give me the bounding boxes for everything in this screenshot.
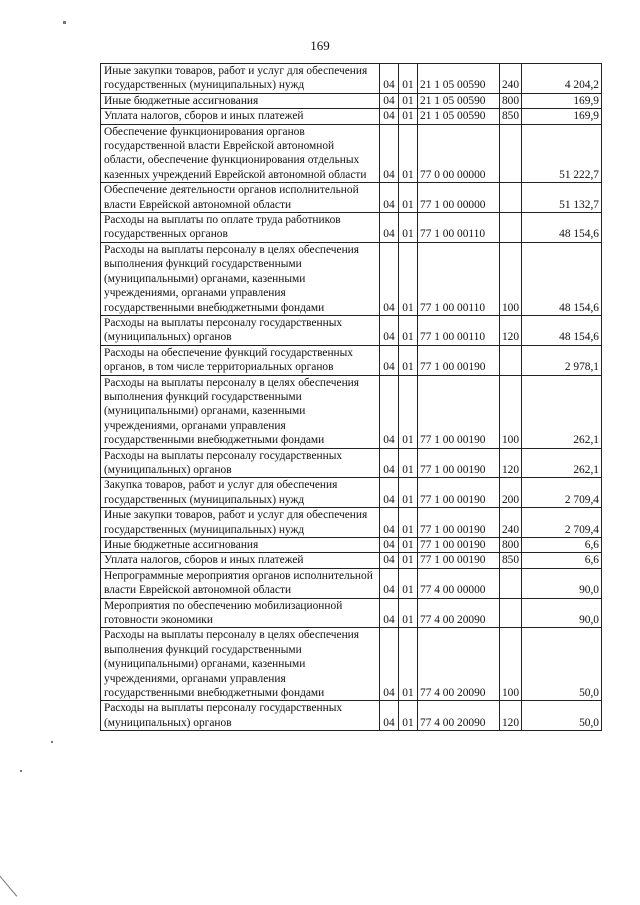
row-section-code: 04	[380, 64, 399, 94]
row-amount: 90,0	[522, 568, 602, 598]
row-subsection-code: 01	[399, 538, 418, 553]
row-section-code: 04	[380, 242, 399, 315]
row-target-article-code: 77 1 00 00190	[418, 448, 500, 478]
row-expense-type-code: 100	[500, 242, 522, 315]
row-name: Расходы на выплаты персоналу государственных (муниципальных) органов	[101, 315, 380, 345]
row-amount: 6,6	[522, 538, 602, 553]
row-subsection-code: 01	[399, 375, 418, 448]
table-row	[101, 345, 602, 375]
row-subsection-code: 01	[399, 553, 418, 568]
row-expense-type-code: 850	[500, 109, 522, 124]
row-subsection-code: 01	[399, 568, 418, 598]
row-subsection-code: 01	[399, 448, 418, 478]
row-name: Иные бюджетные ассигнования	[101, 93, 380, 108]
row-subsection-code: 01	[399, 183, 418, 213]
row-expense-type-code	[500, 568, 522, 598]
row-expense-type-code	[500, 124, 522, 183]
row-name: Закупка товаров, работ и услуг для обеспечения государственных (муниципальных) нужд	[101, 478, 380, 508]
table-row	[101, 242, 602, 315]
row-amount: 2 709,4	[522, 478, 602, 508]
row-expense-type-code: 120	[500, 701, 522, 731]
row-target-article-code: 77 1 00 00190	[418, 553, 500, 568]
table-row	[101, 598, 602, 628]
row-expense-type-code	[500, 598, 522, 628]
table-row	[101, 93, 602, 108]
row-expense-type-code: 800	[500, 93, 522, 108]
row-target-article-code: 77 1 00 00190	[418, 508, 500, 538]
row-amount: 90,0	[522, 598, 602, 628]
row-expense-type-code: 120	[500, 448, 522, 478]
table-row	[101, 375, 602, 448]
row-section-code: 04	[380, 448, 399, 478]
table-row	[101, 701, 602, 731]
page-number: 169	[310, 38, 330, 53]
row-name: Расходы на выплаты персоналу государственных (муниципальных) органов	[101, 701, 380, 731]
row-section-code: 04	[380, 375, 399, 448]
row-section-code: 04	[380, 93, 399, 108]
row-amount: 169,9	[522, 109, 602, 124]
row-amount: 48 154,6	[522, 213, 602, 243]
row-target-article-code: 77 1 00 00110	[418, 315, 500, 345]
row-expense-type-code: 100	[500, 628, 522, 701]
row-section-code: 04	[380, 345, 399, 375]
row-amount: 6,6	[522, 553, 602, 568]
scan-speck	[51, 741, 53, 743]
row-subsection-code: 01	[399, 242, 418, 315]
row-name: Расходы на выплаты персоналу в целях обеспечения выполнения функций государственными (муниципальными) органами, казенными учреждениями, органами управления государственными внебюджетными фондами	[101, 242, 380, 315]
row-target-article-code: 77 4 00 20090	[418, 701, 500, 731]
row-expense-type-code: 200	[500, 478, 522, 508]
row-expense-type-code: 240	[500, 64, 522, 94]
row-name: Иные закупки товаров, работ и услуг для обеспечения государственных (муниципальных) нужд	[101, 508, 380, 538]
row-target-article-code: 77 4 00 20090	[418, 598, 500, 628]
row-amount: 50,0	[522, 628, 602, 701]
table-row	[101, 568, 602, 598]
row-target-article-code: 77 1 00 00190	[418, 375, 500, 448]
row-name: Расходы на выплаты персоналу государственных (муниципальных) органов	[101, 448, 380, 478]
table-row	[101, 538, 602, 553]
table-row	[101, 628, 602, 701]
row-target-article-code: 77 1 00 00190	[418, 538, 500, 553]
row-expense-type-code	[500, 183, 522, 213]
row-target-article-code: 77 1 00 00190	[418, 345, 500, 375]
budget-table	[100, 63, 602, 731]
table-row	[101, 553, 602, 568]
row-amount: 2 978,1	[522, 345, 602, 375]
row-target-article-code: 77 1 00 00190	[418, 478, 500, 508]
row-amount: 51 132,7	[522, 183, 602, 213]
row-expense-type-code: 850	[500, 553, 522, 568]
row-subsection-code: 01	[399, 64, 418, 94]
row-subsection-code: 01	[399, 478, 418, 508]
row-name: Непрограммные мероприятия органов исполнительной власти Еврейской автономной области	[101, 568, 380, 598]
row-name: Расходы на выплаты персоналу в целях обеспечения выполнения функций государственными (муниципальными) органами, казенными учреждениями, органами управления государственными внебюджетными фондами	[101, 628, 380, 701]
row-section-code: 04	[380, 213, 399, 243]
row-target-article-code: 77 1 00 00110	[418, 213, 500, 243]
row-name: Уплата налогов, сборов и иных платежей	[101, 553, 380, 568]
table-row	[101, 213, 602, 243]
row-section-code: 04	[380, 553, 399, 568]
row-subsection-code: 01	[399, 109, 418, 124]
row-name: Расходы на выплаты персоналу в целях обеспечения выполнения функций государственными (муниципальными) органами, казенными учреждениями, органами управления государственными внебюджетными фондами	[101, 375, 380, 448]
row-section-code: 04	[380, 315, 399, 345]
row-section-code: 04	[380, 628, 399, 701]
row-subsection-code: 01	[399, 598, 418, 628]
row-subsection-code: 01	[399, 213, 418, 243]
row-expense-type-code: 100	[500, 375, 522, 448]
budget-table-body	[101, 64, 602, 731]
row-subsection-code: 01	[399, 315, 418, 345]
row-subsection-code: 01	[399, 93, 418, 108]
table-row	[101, 315, 602, 345]
row-subsection-code: 01	[399, 124, 418, 183]
scan-corner-mark	[0, 871, 17, 896]
row-section-code: 04	[380, 598, 399, 628]
row-subsection-code: 01	[399, 628, 418, 701]
scan-speck	[63, 21, 66, 24]
scan-speck	[20, 770, 22, 772]
row-name: Обеспечение деятельности органов исполнительной власти Еврейской автономной области	[101, 183, 380, 213]
row-subsection-code: 01	[399, 345, 418, 375]
row-target-article-code: 21 1 05 00590	[418, 64, 500, 94]
row-amount: 4 204,2	[522, 64, 602, 94]
row-expense-type-code	[500, 345, 522, 375]
row-amount: 51 222,7	[522, 124, 602, 183]
row-name: Иные закупки товаров, работ и услуг для обеспечения государственных (муниципальных) нужд	[101, 64, 380, 94]
table-row	[101, 478, 602, 508]
row-section-code: 04	[380, 568, 399, 598]
row-section-code: 04	[380, 109, 399, 124]
row-section-code: 04	[380, 124, 399, 183]
row-name: Расходы на выплаты по оплате труда работников государственных органов	[101, 213, 380, 243]
row-name: Обеспечение функционирования органов государственной власти Еврейской автономной области, обеспечение функционирования отдельных казенных учреждений Еврейской автономной области	[101, 124, 380, 183]
table-row	[101, 183, 602, 213]
row-section-code: 04	[380, 701, 399, 731]
row-target-article-code: 21 1 05 00590	[418, 93, 500, 108]
row-section-code: 04	[380, 183, 399, 213]
row-amount: 169,9	[522, 93, 602, 108]
row-target-article-code: 77 4 00 20090	[418, 628, 500, 701]
row-amount: 262,1	[522, 448, 602, 478]
row-amount: 2 709,4	[522, 508, 602, 538]
row-amount: 48 154,6	[522, 315, 602, 345]
row-name: Расходы на обеспечение функций государственных органов, в том числе территориальных органов	[101, 345, 380, 375]
row-section-code: 04	[380, 538, 399, 553]
row-subsection-code: 01	[399, 701, 418, 731]
row-subsection-code: 01	[399, 508, 418, 538]
row-amount: 48 154,6	[522, 242, 602, 315]
row-expense-type-code: 800	[500, 538, 522, 553]
row-target-article-code: 77 0 00 00000	[418, 124, 500, 183]
table-row	[101, 124, 602, 183]
row-name: Мероприятия по обеспечению мобилизационной готовности экономики	[101, 598, 380, 628]
row-target-article-code: 77 4 00 00000	[418, 568, 500, 598]
row-expense-type-code: 120	[500, 315, 522, 345]
table-row	[101, 64, 602, 94]
table-row	[101, 448, 602, 478]
row-target-article-code: 77 1 00 00110	[418, 242, 500, 315]
row-section-code: 04	[380, 478, 399, 508]
row-expense-type-code	[500, 213, 522, 243]
table-row	[101, 508, 602, 538]
row-target-article-code: 77 1 00 00000	[418, 183, 500, 213]
table-row	[101, 109, 602, 124]
row-amount: 50,0	[522, 701, 602, 731]
row-amount: 262,1	[522, 375, 602, 448]
row-expense-type-code: 240	[500, 508, 522, 538]
row-section-code: 04	[380, 508, 399, 538]
row-name: Иные бюджетные ассигнования	[101, 538, 380, 553]
row-target-article-code: 21 1 05 00590	[418, 109, 500, 124]
row-name: Уплата налогов, сборов и иных платежей	[101, 109, 380, 124]
